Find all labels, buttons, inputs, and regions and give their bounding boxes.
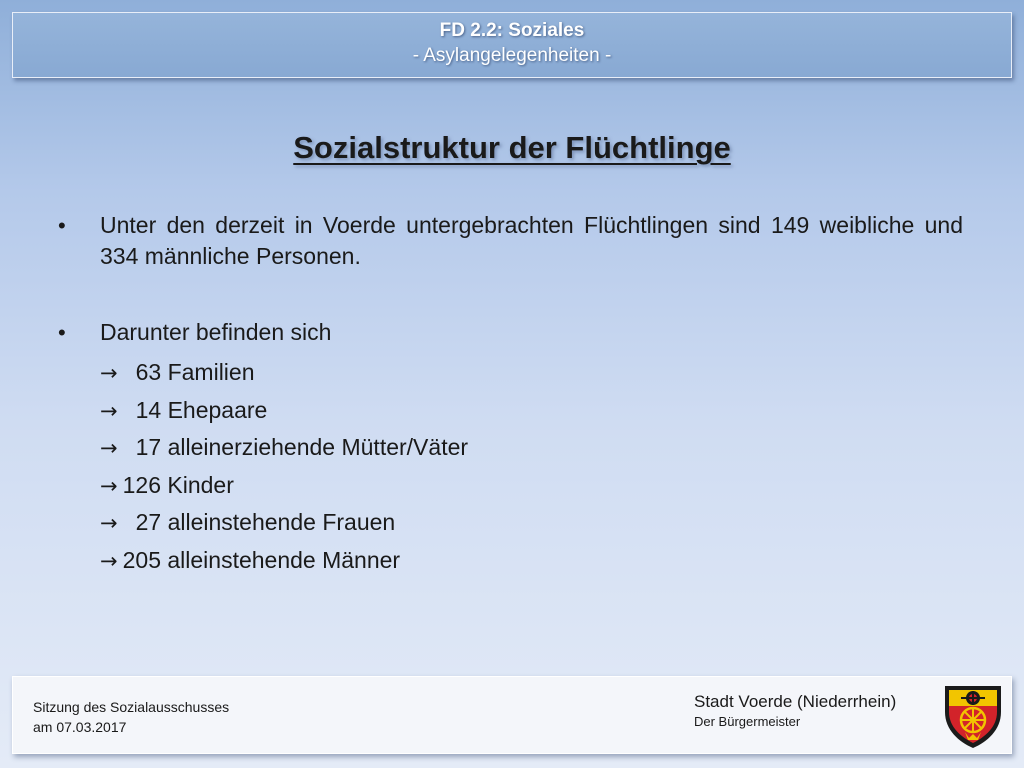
arrow-right-icon: → [100,398,118,423]
slide-content [58,210,963,580]
coat-of-arms-icon [941,682,1005,750]
header-banner [12,12,1012,78]
sub-list-item [100,392,963,430]
arrow-right-icon: → [100,361,118,385]
sub-item-text: 205 alleinstehende Männer [122,546,401,573]
arrow-right-icon: → [100,511,118,536]
arrow-right-icon: → [100,436,118,461]
footer-meeting-info [33,697,229,737]
bullet-icon: • [58,213,66,238]
slide-title: Sozialstruktur der Flüchtlinge [293,130,731,165]
sub-item-text: 126 Kinder [122,471,234,498]
footer-authority [694,691,896,731]
arrow-right-icon: → [100,473,118,498]
bullet-item [58,317,963,348]
meeting-date: am 07.03.2017 [33,719,127,735]
header-department: FD 2.2: Soziales [439,20,585,41]
bullet-item [58,210,963,272]
sub-item-text: 17 alleinerziehende Mütter/Väter [135,434,469,461]
sub-list [100,354,963,580]
sub-item-text: 14 Ehepaare [135,396,268,423]
meeting-name: Sitzung des Sozialausschusses [33,699,230,715]
arrow-right-icon: → [100,548,118,573]
sub-list-item [100,542,963,580]
sub-list-item [100,467,963,505]
city-name: Stadt Voerde (Niederrhein) [694,692,897,711]
bullet-text: Darunter befinden sich [100,319,332,345]
header-subtitle: - Asylangelegenheiten - [412,45,612,66]
bullet-text: Unter den derzeit in Voerde untergebrachten Flüchtlingen sind 149 weibliche und 334 männliche Personen. [100,212,963,269]
bullet-icon: • [58,320,66,345]
sub-item-text: 63 Familien [135,359,255,385]
sub-list-item [100,354,963,392]
sub-item-text: 27 alleinstehende Frauen [135,509,396,536]
mayor-office: Der Bürgermeister [694,714,801,729]
footer-bar [12,676,1012,754]
sub-list-item [100,504,963,542]
sub-list-item [100,429,963,467]
